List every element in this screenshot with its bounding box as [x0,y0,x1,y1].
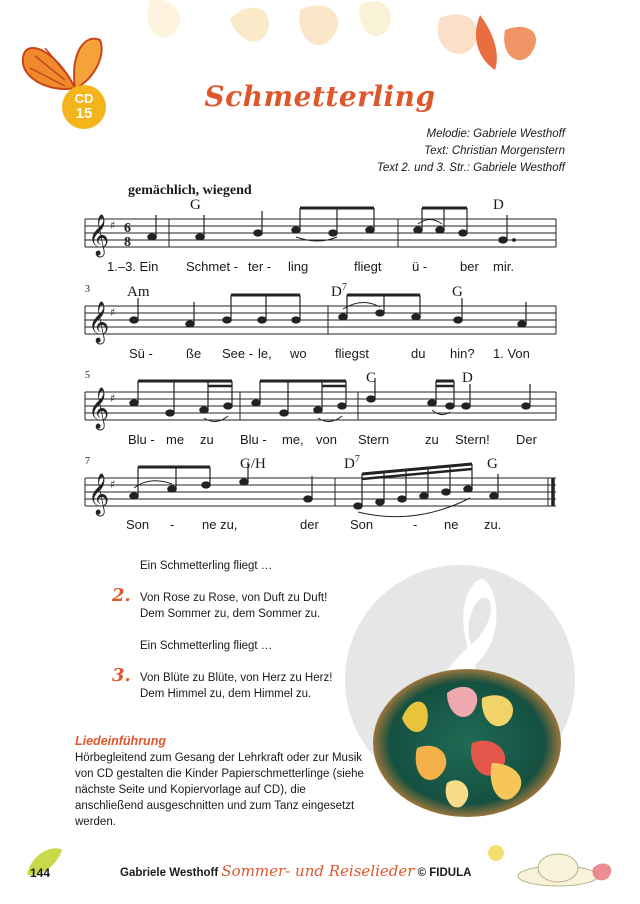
verse-line: Dem Himmel zu, dem Himmel zu. [140,688,312,700]
verse-line: Dem Sommer zu, dem Sommer zu. [140,608,321,620]
lyric-syllable: ne [444,517,459,532]
lyric-syllable: hin? [450,346,475,361]
lyric-syllable: le, [258,346,272,361]
paper-butterflies-photo [372,668,562,818]
svg-text:𝄞: 𝄞 [88,215,110,256]
lyric-syllable: ter - [248,259,272,274]
svg-text:𝄞: 𝄞 [88,474,110,515]
lyric-syllable: fliegt [354,259,382,274]
lyrics-line-2 [0,346,640,364]
lyric-syllable: - [413,517,418,532]
refrain-line-2: Ein Schmetterling fliegt … [140,640,273,652]
music-system-4 [0,454,640,544]
sun-hat-decoration-icon [478,838,628,893]
lyric-syllable: von [316,432,337,447]
song-title: Schmetterling [204,80,436,113]
lyric-syllable: du [411,346,426,361]
cd-number: 15 [75,105,93,122]
footer-series-title: Sommer- und Reiselieder [221,862,415,880]
chord-symbol: Am [127,284,150,300]
lyric-syllable: See - [222,346,254,361]
lyrics-line-4 [0,517,640,535]
song-credits [377,126,565,177]
chord-symbol: G [452,284,463,300]
lyric-syllable: ü - [412,259,428,274]
lyric-syllable: Stern [358,432,390,447]
cd-label: CD [74,91,94,106]
credit-text-verses: Text 2. und 3. Str.: Gabriele Westhoff [376,162,565,174]
bar-number: 5 [85,370,90,381]
lyric-syllable: Blu - [240,432,267,447]
verse-3 [140,670,332,702]
page-footer [120,862,471,880]
bar-number: 3 [85,284,90,295]
verse-number-3: 3. [112,665,131,686]
credit-melody: Melodie: Gabriele Westhoff [426,128,565,140]
staff-notation [0,282,640,352]
lyric-syllable: zu. [484,517,502,532]
staff-notation [0,195,640,265]
svg-text:♯: ♯ [110,306,116,319]
lyric-syllable: Der [516,432,537,447]
staff-notation [0,368,640,438]
lyric-syllable: - [170,517,175,532]
footer-author: Gabriele Westhoff [120,867,219,879]
lyric-syllable: Blu - [128,432,155,447]
tempo-marking: gemächlich, wiegend [128,183,252,198]
svg-text:𝄞: 𝄞 [88,302,110,343]
lyrics-line-1 [0,259,640,277]
svg-text:♯: ♯ [110,478,116,491]
chord-symbol: $D^7$ [331,282,347,300]
svg-text:♯: ♯ [110,392,116,405]
svg-text:6: 6 [124,221,131,236]
lyric-syllable: 1. Von [493,346,530,361]
lyric-syllable: wo [290,346,307,361]
footer-publisher: © FIDULA [417,867,472,879]
lyric-syllable: mir. [493,259,514,274]
lyric-syllable: zu [425,432,439,447]
svg-text:𝄞: 𝄞 [88,388,110,429]
page-number: 144 [30,866,51,880]
music-system-3 [0,368,640,458]
chord-symbol: G/H [240,456,266,472]
chord-symbol: G [190,197,201,213]
lyric-syllable: zu [200,432,214,447]
credit-text: Text: Christian Morgenstern [424,145,565,157]
chord-symbol: C [366,370,377,386]
lyric-syllable: me [166,432,185,447]
lyric-syllable: me, [282,432,304,447]
music-system-2 [0,282,640,372]
bar-number: 7 [85,456,90,467]
verse-line: Von Rose zu Rose, von Duft zu Duft! [140,592,328,604]
refrain-line-1: Ein Schmetterling fliegt … [140,560,273,572]
music-system-1 [0,195,640,285]
lyric-syllable: Stern! [455,432,490,447]
svg-text:♯: ♯ [110,219,116,232]
lyric-syllable: ber [460,259,479,274]
lyric-syllable: ling [288,259,309,274]
chord-symbol: $D^7$ [344,454,360,472]
song-introduction-text: Hörbegleitend zum Gesang der Lehrkraft oder zur Musik von CD gestalten die Kinder Papierschmetterlinge (siehe nächste Seite und Kopiervorlage auf CD), die anschließend ausgeschnitten und zum Tanz eingesetzt werden. [75,752,364,828]
lyric-syllable: der [300,517,319,532]
verse-line: Von Blüte zu Blüte, von Herz zu Herz! [140,672,333,684]
verse-number-2: 2. [112,585,131,606]
lyric-syllable: 1.–3. Ein [107,259,159,274]
svg-text:8: 8 [124,235,131,250]
lyric-syllable: ße [186,346,202,361]
lyric-syllable: fliegst [335,346,369,361]
staff-notation [0,454,640,524]
chord-symbol: G [487,456,498,472]
song-introduction-heading: Liedeinführung [75,734,166,748]
verse-2 [140,590,327,622]
lyric-syllable: Son [350,517,374,532]
lyric-syllable: Sü - [129,346,153,361]
lyric-syllable: Son [126,517,150,532]
chord-symbol: D [462,370,473,386]
lyric-syllable: Schmet - [186,259,239,274]
lyrics-line-3 [0,432,640,450]
lyric-syllable: ne zu, [202,517,238,532]
chord-symbol: D [493,197,504,213]
